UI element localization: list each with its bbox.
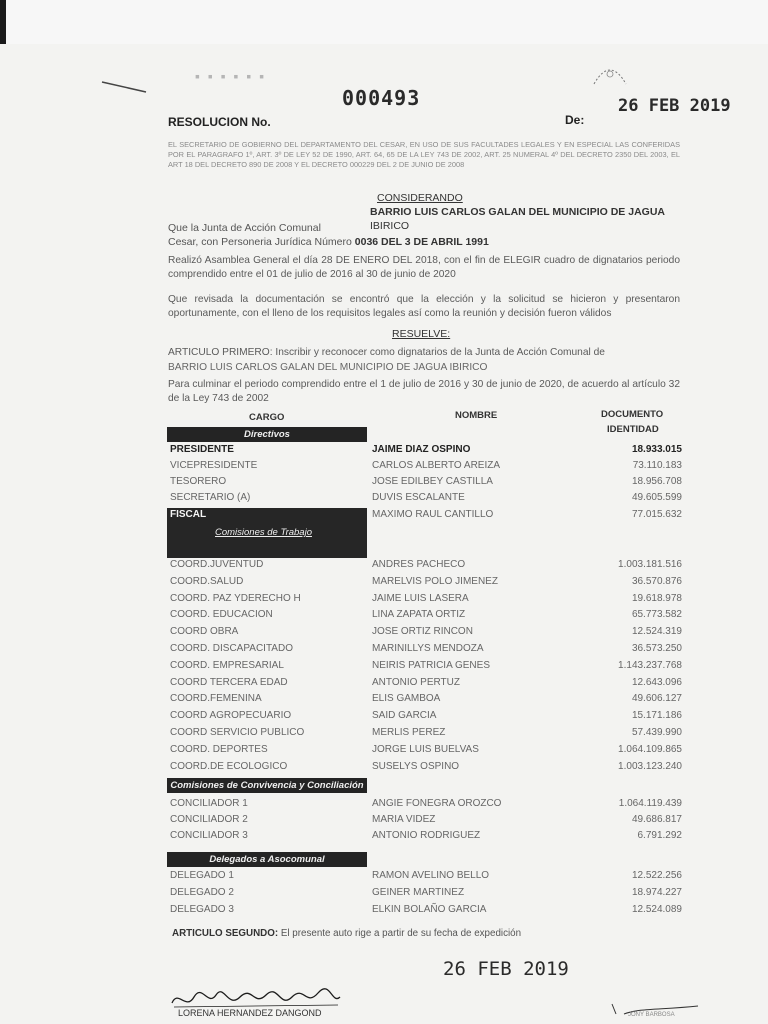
section-comisiones-trabajo: Comisiones de Trabajo: [215, 527, 312, 538]
row-nombre: CARLOS ALBERTO AREIZA: [372, 460, 501, 471]
signatory-name: LORENA HERNANDEZ DANGOND: [178, 1008, 322, 1018]
row-nombre: MARINILLYS MENDOZA: [372, 643, 484, 654]
row-nombre: JOSE EDILBEY CASTILLA: [372, 476, 493, 487]
row-nombre: NEIRIS PATRICIA GENES: [372, 659, 490, 671]
row-nombre: JAIME LUIS LASERA: [372, 592, 469, 604]
row-nombre: ELIS GAMBOA: [372, 693, 441, 705]
seal-stamp-icon: [590, 60, 630, 88]
row-documento: 57.439.990: [631, 727, 682, 738]
articulo-primero: ARTICULO PRIMERO: Inscribir y reconocer como dignatarios de la Junta de Acción Comunal de: [168, 347, 605, 358]
row-documento: 12.522.256: [631, 870, 682, 881]
row-nombre: ANGIE FONEGRA OROZCO: [372, 798, 502, 809]
second-signatory-name: JONY BARBOSA: [628, 1012, 675, 1018]
row-documento: 18.974.227: [631, 887, 682, 898]
row-documento: 65.773.582: [631, 609, 682, 621]
row-cargo: COORD. EDUCACION: [170, 609, 273, 621]
resolution-label: RESOLUCION No.: [168, 115, 271, 129]
row-documento: 12.524.089: [631, 904, 682, 915]
row-cargo: SECRETARIO (A): [170, 492, 251, 503]
row-documento: 1.003.181.516: [618, 559, 682, 570]
col-header-documento: DOCUMENTO: [601, 409, 664, 420]
row-nombre: GEINER MARTINEZ: [372, 887, 465, 898]
row-cargo: CONCILIADOR 2: [170, 814, 248, 825]
col-header-nombre: NOMBRE: [455, 410, 498, 421]
row-nombre: RAMON AVELINO BELLO: [372, 870, 490, 881]
row-nombre: ELKIN BOLAÑO GARCIA: [372, 904, 487, 915]
row-documento: 73.110.183: [632, 460, 682, 471]
row-nombre: SUSELYS OSPINO: [372, 760, 460, 772]
row-documento: 1.064.109.865: [618, 743, 682, 755]
row-nombre: ANTONIO PERTUZ: [372, 676, 460, 688]
resolution-number: 000493: [342, 86, 421, 110]
row-documento: 15.171.186: [631, 710, 682, 722]
row-cargo: COORD. DISCAPACITADO: [170, 643, 293, 654]
row-cargo: DELEGADO 3: [170, 904, 234, 915]
row-cargo: DELEGADO 2: [170, 887, 234, 898]
row-documento: 36.570.876: [631, 575, 682, 587]
row-nombre: MARELVIS POLO JIMENEZ: [372, 575, 498, 587]
row-documento: 18.933.015: [631, 444, 682, 455]
que-line: Que la Junta de Acción Comunal: [168, 222, 321, 234]
row-nombre: SAID GARCIA: [372, 710, 437, 722]
row-cargo: VICEPRESIDENTE: [170, 460, 258, 471]
row-nombre: MERLIS PEREZ: [372, 727, 446, 738]
row-cargo: TESORERO: [170, 476, 227, 487]
row-nombre: MARIA VIDEZ: [372, 814, 436, 825]
row-cargo: COORD.FEMENINA: [170, 693, 262, 705]
resuelve-heading: RESUELVE:: [392, 328, 451, 340]
row-documento: 49.605.599: [631, 492, 682, 503]
row-cargo: COORD OBRA: [170, 626, 239, 638]
personeria-number: 0036 DEL 3 DE ABRIL 1991: [354, 236, 489, 248]
periodo-paragraph: Para culminar el periodo comprendido entre el 1 de julio de 2016 y 30 de junio de 2020, de acuerdo al artículo 32 de la Ley 743 de 2002: [168, 379, 680, 404]
row-nombre: DUVIS ESCALANTE: [372, 492, 465, 503]
ibirico-line: IBIRICO: [370, 220, 410, 232]
barrio-line-2: BARRIO LUIS CARLOS GALAN DEL MUNICIPIO DE JAGUA IBIRICO: [168, 362, 488, 373]
row-cargo: COORD AGROPECUARIO: [170, 710, 292, 722]
row-cargo: COORD.DE ECOLOGICO: [170, 760, 288, 772]
row-cargo: CONCILIADOR 1: [170, 798, 248, 809]
col-header-cargo: CARGO: [249, 412, 285, 423]
realizo-paragraph: Realizó Asamblea General el día 28 DE ENERO DEL 2018, con el fin de ELEGIR cuadro de dignatarios periodo comprendido entre el 01 de julio de 2016 al 30 de junio de 2020: [168, 255, 680, 280]
row-cargo: CONCILIADOR 3: [170, 830, 248, 841]
row-nombre: ANTONIO RODRIGUEZ: [372, 830, 481, 841]
row-cargo: COORD. DEPORTES: [170, 743, 268, 755]
section-delegados: Delegados a Asocomunal: [167, 852, 367, 867]
preamble-text: EL SECRETARIO DE GOBIERNO DEL DEPARTAMENTO DEL CESAR, EN USO DE SUS FACULTADES LEGALES Y EN ESPECIAL LAS CONFERIDAS POR EL PARAGRAFO 1º, ART. 3º DE LEY 52 DE 1990, ART. 64, 65 DE LA LEY 743 DE 2002, ART. 25 NUMERAL 4º DEL DECRETO 2350 DEL 2003, EL ART 18 DEL DECRETO 890 DE 2008 Y EL DECRETO 000229 DEL 2 DE JUNIO DE 2008: [168, 140, 680, 169]
row-cargo: COORD SERVICIO PUBLICO: [170, 727, 305, 738]
articulo-segundo-text: El presente auto rige a partir de su fecha de expedición: [280, 928, 522, 939]
row-documento: 12.643.096: [631, 676, 682, 688]
row-documento: 1.143.237.768: [618, 659, 682, 671]
col-header-identidad: IDENTIDAD: [607, 424, 659, 435]
personeria-prefix: Cesar, con Personeria Jurídica Número: [168, 236, 352, 248]
row-documento: 36.573.250: [631, 643, 682, 654]
row-documento: 1.003.123.240: [618, 760, 682, 772]
row-nombre: LINA ZAPATA ORTIZ: [372, 609, 466, 621]
scan-stroke-mark: [100, 78, 150, 96]
row-documento: 49.606.127: [631, 693, 682, 705]
row-documento: 49.686.817: [631, 814, 682, 825]
row-documento: 18.956.708: [631, 476, 682, 487]
row-documento: 6.791.292: [637, 830, 682, 841]
row-cargo: COORD.SALUD: [170, 575, 244, 587]
row-nombre: JORGE LUIS BUELVAS: [372, 743, 479, 755]
row-nombre: JOSE ORTIZ RINCON: [372, 626, 473, 638]
considerando-heading: CONSIDERANDO: [377, 192, 463, 204]
barrio-line: BARRIO LUIS CARLOS GALAN DEL MUNICIPIO DE JAGUA: [370, 206, 665, 218]
row-documento: 19.618.978: [631, 592, 682, 604]
row-cargo: COORD TERCERA EDAD: [170, 676, 288, 688]
articulo-segundo-label: ARTICULO SEGUNDO:: [172, 928, 279, 939]
viewer-top-bar: [0, 0, 768, 45]
section-directivos: Directivos: [167, 427, 367, 442]
faded-header-stamp: ▪ ▪ ▪ ▪ ▪ ▪: [195, 68, 267, 84]
revisada-paragraph: Que revisada la documentación se encontró que la elección y la solicitud se hicieron y presentaron oportunamente, con el lleno de los requisitos legales así como la reunión y decisión fueron válidos: [168, 294, 680, 319]
fiscal-label: FISCAL: [170, 509, 207, 520]
row-nombre: JAIME DIAZ OSPINO: [372, 444, 471, 455]
row-cargo: COORD. PAZ YDERECHO H: [170, 592, 301, 604]
row-cargo: DELEGADO 1: [170, 870, 234, 881]
date-label: De:: [565, 113, 585, 127]
row-cargo: PRESIDENTE: [170, 444, 234, 455]
row-nombre: ANDRES PACHECO: [372, 559, 466, 570]
stamped-date: 26 FEB 2019: [618, 96, 731, 116]
row-documento: 1.064.119.439: [618, 798, 682, 809]
articulo-segundo: [172, 928, 521, 939]
viewer-edge: [0, 0, 6, 44]
footer-stamped-date: 26 FEB 2019: [443, 958, 569, 980]
personeria-line: [168, 236, 489, 248]
section-convivencia: Comisiones de Convivencia y Conciliación: [167, 778, 367, 793]
row-cargo: COORD.JUVENTUD: [170, 559, 264, 570]
row-cargo: COORD. EMPRESARIAL: [170, 659, 284, 671]
row-documento: 12.524.319: [631, 626, 682, 638]
row-nombre: MAXIMO RAUL CANTILLO: [372, 509, 494, 520]
row-documento: 77.015.632: [631, 509, 682, 520]
